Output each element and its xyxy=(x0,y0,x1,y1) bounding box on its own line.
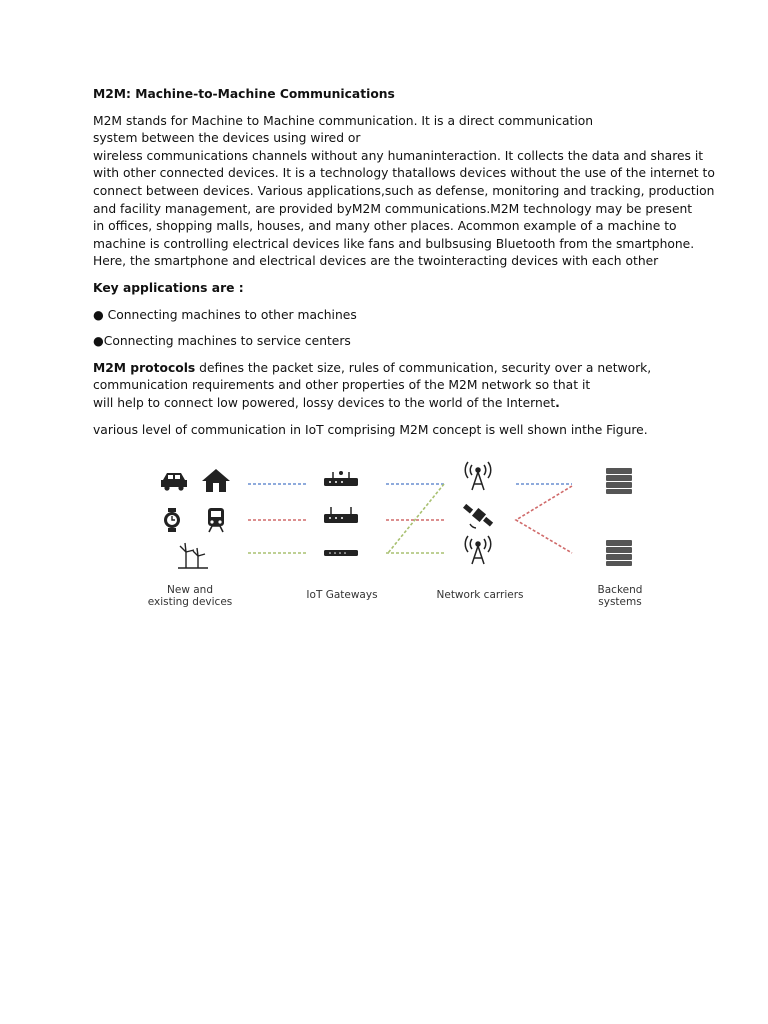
intro-paragraph xyxy=(93,113,715,271)
intro-line: Here, the smartphone and electrical devices are the twointeracting devices with each other xyxy=(93,254,659,269)
m2m-diagram xyxy=(130,456,660,616)
house-icon xyxy=(202,469,230,492)
cell-tower-icon xyxy=(465,536,491,564)
carrier-backend-links xyxy=(516,484,572,553)
protocols-line xyxy=(93,395,693,413)
protocols-line xyxy=(93,360,693,378)
key-applications-heading: Key applications are : xyxy=(93,280,244,295)
document-body xyxy=(93,86,715,439)
intro-line: M2M stands for Machine to Machine communication. It is a direct communication xyxy=(93,113,594,128)
gateway-carrier-links xyxy=(386,484,444,553)
intro-line: system between the devices using wired or xyxy=(93,131,361,146)
device-gateway-links xyxy=(248,484,308,553)
protocols-text: will help to connect low powered, lossy devices to the world of the Internet xyxy=(93,395,556,410)
protocols-period: . xyxy=(555,395,560,410)
router-icon xyxy=(324,550,358,556)
m2m-figure xyxy=(130,456,660,616)
backend-caption: systems xyxy=(598,596,642,608)
gateways-caption: IoT Gateways xyxy=(306,589,378,601)
intro-line: and facility management, are provided byM2M communications.M2M technology may be present xyxy=(93,201,693,216)
intro-line: connect between devices. Various applications,such as defense, monitoring and tracking, production xyxy=(93,183,715,198)
router-icon xyxy=(324,507,358,523)
intro-line: machine is controlling electrical devices like fans and bulbsusing Bluetooth from the smartphone. xyxy=(93,236,695,251)
server-icon xyxy=(606,468,632,494)
intro-line: wireless communications channels without any humaninteraction. It collects the data and shares it xyxy=(93,148,704,163)
server-icon xyxy=(606,540,632,566)
wind-turbine-icon xyxy=(178,543,208,568)
car-icon xyxy=(161,473,187,491)
intro-line: in offices, shopping malls, houses, and many other places. Acommon example of a machine to xyxy=(93,219,677,234)
protocols-line: communication requirements and other properties of the M2M network so that it xyxy=(93,378,591,393)
cell-tower-icon xyxy=(465,462,491,490)
bullet-item: ●Connecting machines to service centers xyxy=(93,334,351,349)
router-icon xyxy=(324,471,358,486)
protocols-term: M2M protocols xyxy=(93,360,196,375)
carriers-caption: Network carriers xyxy=(436,589,524,601)
satellite-icon xyxy=(463,504,493,528)
backend-caption: Backend xyxy=(597,584,643,596)
watch-icon xyxy=(164,508,180,532)
devices-caption: New and xyxy=(167,584,213,596)
intro-line: with other connected devices. It is a technology thatallows devices without the use of the internet to xyxy=(93,166,715,181)
devices-caption: existing devices xyxy=(147,596,233,608)
protocols-paragraph xyxy=(93,360,693,413)
train-icon xyxy=(208,508,224,532)
figure-intro: various level of communication in IoT comprising M2M concept is well shown inthe Figure. xyxy=(93,422,648,437)
bullet-item: ● Connecting machines to other machines xyxy=(93,307,357,322)
page-title: M2M: Machine-to-Machine Communications xyxy=(93,87,395,101)
protocols-text: defines the packet size, rules of communication, security over a network, xyxy=(195,360,652,375)
